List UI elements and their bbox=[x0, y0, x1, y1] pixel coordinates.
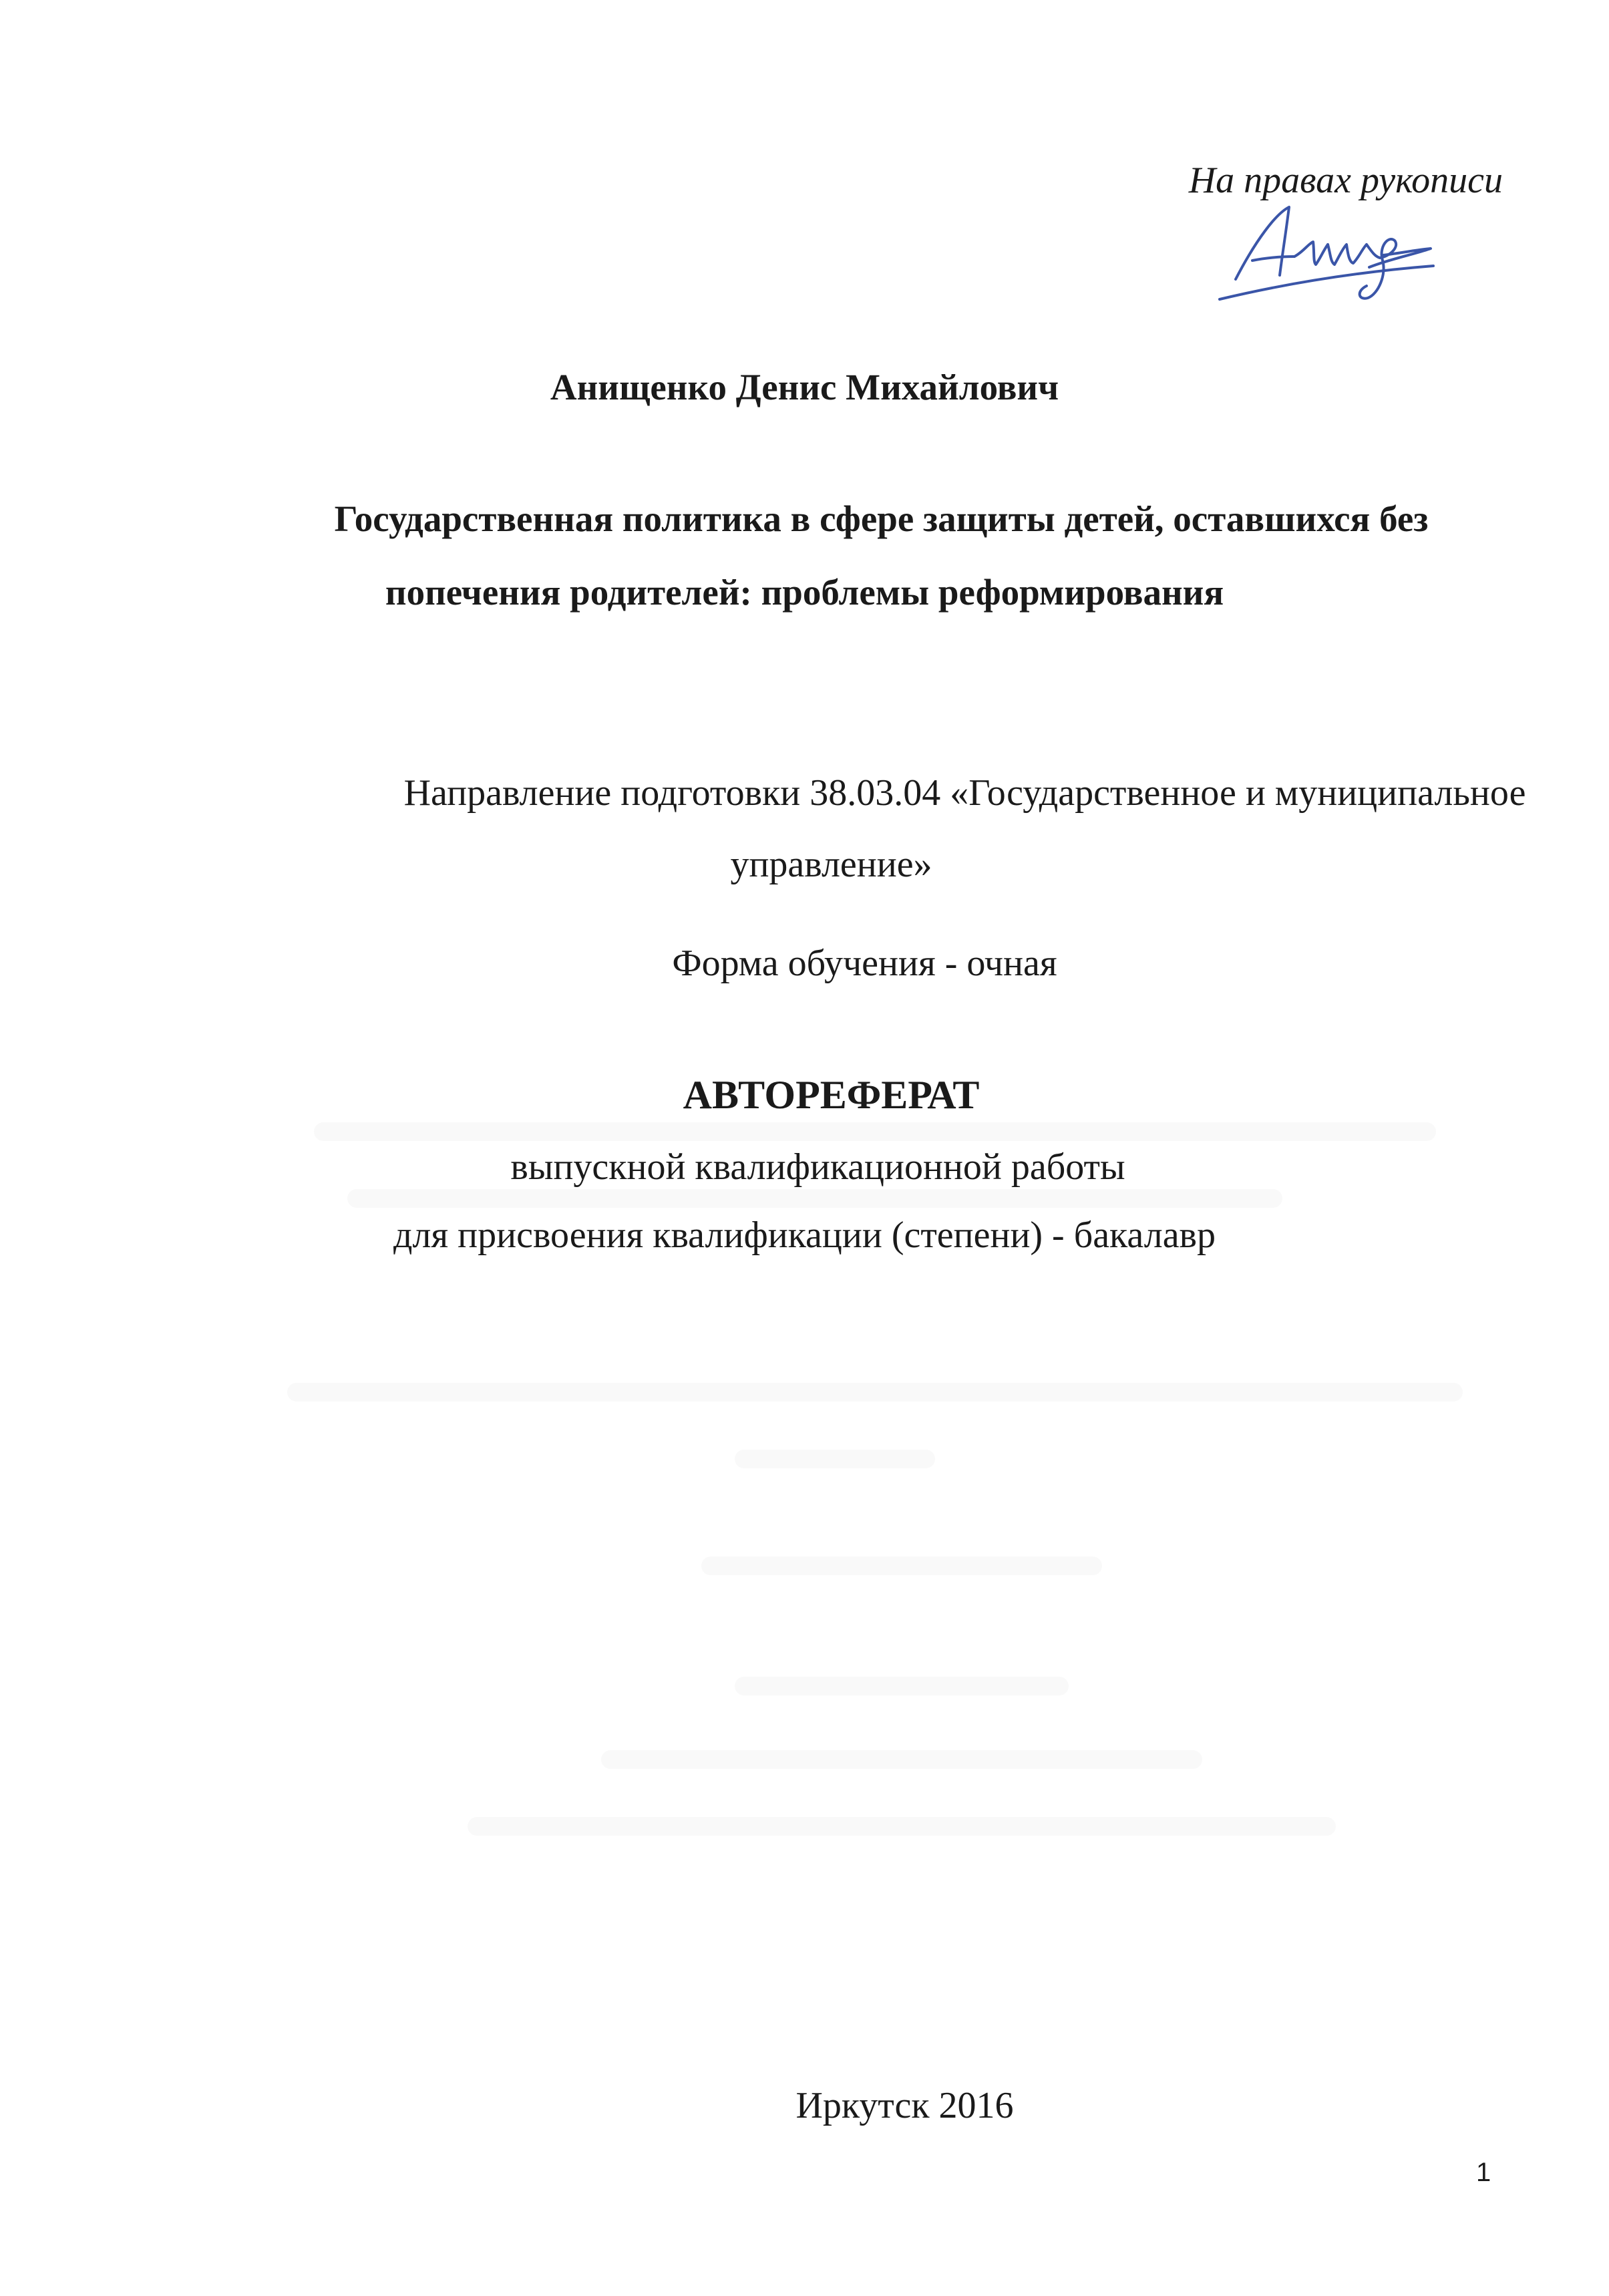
bleed-through-line bbox=[735, 1677, 1069, 1695]
study-form: Форма обучения - очная bbox=[672, 943, 1057, 984]
bleed-through-line bbox=[701, 1556, 1102, 1575]
bleed-through-line bbox=[468, 1817, 1336, 1836]
document-type-heading: АВТОРЕФЕРАТ bbox=[683, 1073, 980, 1117]
manuscript-rights-note: На правах рукописи bbox=[1188, 160, 1503, 201]
thesis-title-line-1: Государственная политика в сфере защиты детей, оставшихся без bbox=[334, 498, 1429, 539]
bleed-through-line bbox=[287, 1383, 1463, 1402]
study-direction-line-1: Направление подготовки 38.03.04 «Государственное и муниципальное bbox=[403, 772, 1526, 814]
study-direction-line-2: управление» bbox=[730, 844, 932, 885]
bleed-through-line bbox=[735, 1450, 935, 1468]
bleed-through-line bbox=[347, 1189, 1282, 1208]
bleed-through-line bbox=[314, 1122, 1436, 1141]
work-description-line-1: выпускной квалификационной работы bbox=[510, 1146, 1125, 1188]
thesis-title-line-2: попечения родителей: проблемы реформирования bbox=[385, 572, 1224, 613]
work-description-line-2: для присвоения квалификации (степени) - бакалавр bbox=[393, 1214, 1216, 1256]
city-and-year: Иркутск 2016 bbox=[795, 2085, 1014, 2126]
page-number: 1 bbox=[1476, 2158, 1491, 2187]
bleed-through-line bbox=[601, 1750, 1202, 1769]
handwritten-signature bbox=[1216, 200, 1436, 314]
author-name: Анищенко Денис Михайлович bbox=[550, 367, 1059, 407]
